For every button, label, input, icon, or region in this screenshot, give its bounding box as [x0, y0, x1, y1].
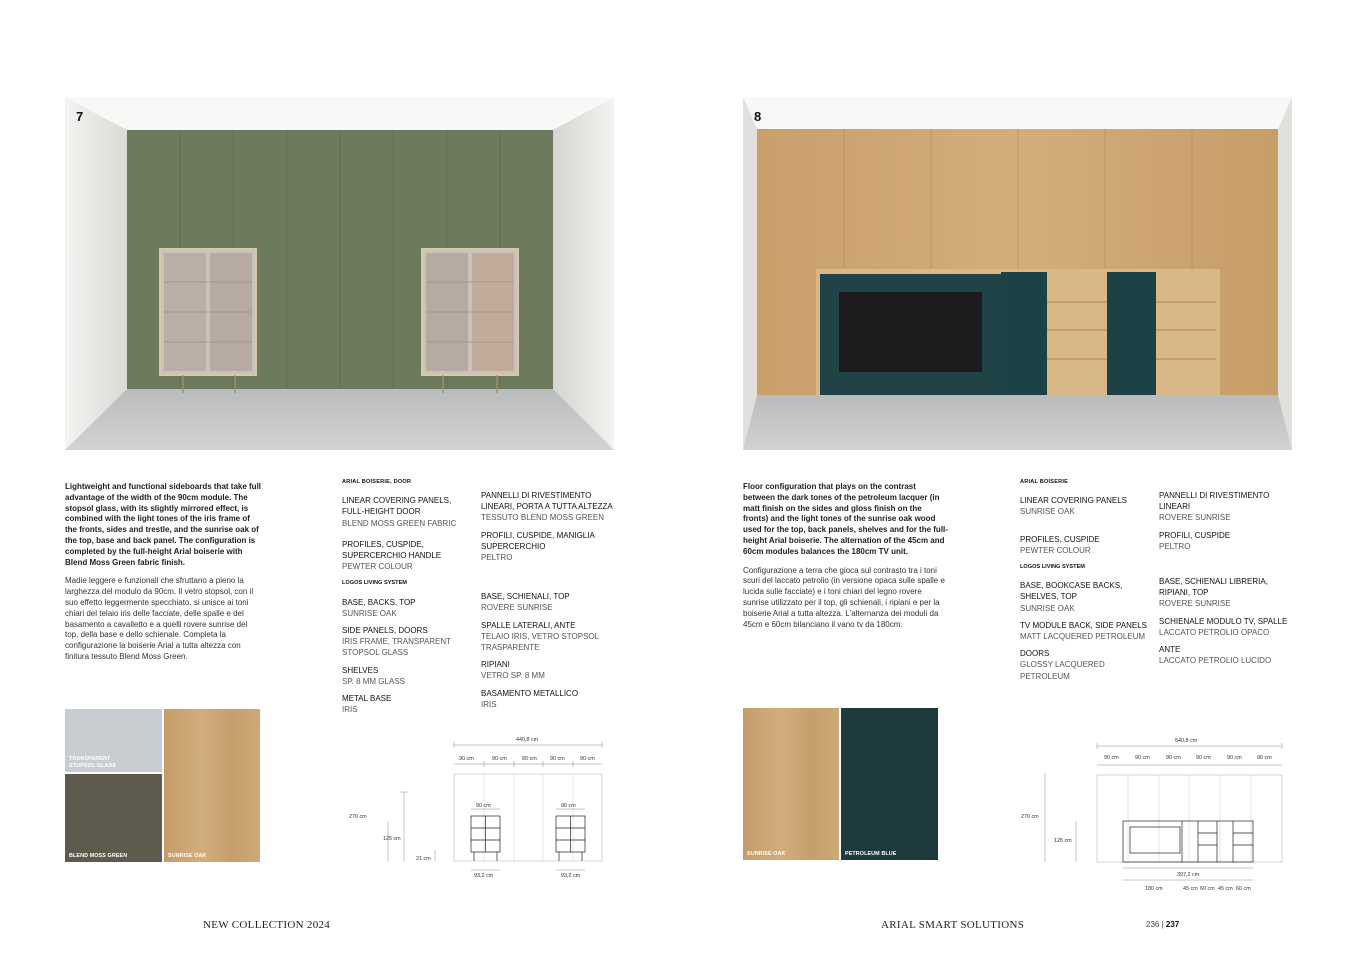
spec-item: SCHIENALE MODULO TV, SPALLE LACCATO PETROLIO OPACO	[1159, 616, 1288, 637]
sideboard-left	[160, 249, 256, 393]
dim-total-width: 540,8 cm	[1175, 738, 1198, 744]
swatch-sunrise-oak: SUNRISE OAK	[743, 708, 839, 860]
technical-drawing-left	[340, 732, 615, 882]
spec-item: SPALLE LATERALI, ANTE TELAIO IRIS, VETRO STOPSOL TRASPARENTE	[481, 620, 599, 653]
spec-item: ANTE LACCATO PETROLIO LUCIDO	[1159, 645, 1272, 666]
dim-height: 270 cm	[349, 814, 367, 820]
spec-item: PANNELLI DI RIVESTIMENTO LINEARI, PORTA A TUTTA ALTEZZA TESSUTO BLEND MOSS GREEN	[481, 491, 613, 523]
photo-7	[65, 97, 614, 450]
dim-unit-height: 125 cm	[1054, 838, 1072, 844]
spec-item: PROFILES, CUSPIDE, SUPERCERCHIO HANDLE PEWTER COLOUR	[342, 539, 442, 572]
room-render-oak-tv	[743, 97, 1292, 450]
spec-item: PANNELLI DI RIVESTIMENTO LINEARI ROVERE SUNRISE	[1159, 491, 1270, 523]
dim-sub-module: 60 cm	[1200, 886, 1215, 892]
spec-item: TV MODULE BACK, SIDE PANELS MATT LACQUERED PETROLEUM	[1020, 620, 1147, 642]
spec-item: PROFILI, CUSPIDE PELTRO	[1159, 530, 1231, 551]
sideboard-right	[422, 249, 518, 393]
description-en: Floor configuration that plays on the contrast between the dark tones of the petroleum lacquer (in matt finish on the sides and gloss finish on the fronts) and the light tones of the sunrise oak wood used for the top, back panels, shelves and for the full-height Arial boiserie. The alternation of the 45cm and 60cm modules balances the 180cm TV unit.	[743, 482, 948, 556]
dim-unit-total: 397,2 cm	[1177, 872, 1200, 878]
photo-number: 7	[76, 109, 84, 124]
photo-8	[743, 97, 1292, 450]
spec-item: SHELVES SP. 8 MM GLASS	[342, 665, 405, 686]
description-left	[65, 482, 261, 663]
dim-sub-module: 180 cm	[1145, 886, 1163, 892]
dim-module: 90 cm	[1227, 755, 1242, 761]
spec-subheading: LOGOS LIVING SYSTEM	[1020, 564, 1085, 571]
technical-drawing-right	[1015, 733, 1295, 893]
swatch-blend-moss-green: BLEND MOSS GREEN	[65, 774, 162, 862]
page-separator: |	[1161, 920, 1164, 929]
description-it: Configurazione a terra che gioca sul contrasto tra i toni scuri del laccato petrolio (in versione opaca sulle spalle e lucida sulle facciate) e i toni chiari del legno rovere sunrise utilizzato per il top, gli schienali, i ripiani e per la boiserie Arial a tutta altezza. L'alternanza dei moduli da 45cm e 60cm bilanciano il vano tv da 180cm.	[743, 565, 945, 629]
dim-module: 90 cm	[1257, 755, 1272, 761]
specs-right-en	[1020, 477, 1154, 688]
page-number-current: 237	[1165, 920, 1180, 929]
dim-module: 90 cm	[1135, 755, 1150, 761]
specs-right-it	[1159, 490, 1293, 672]
dim-module: 90 cm	[1104, 755, 1119, 761]
dim-sub-module: 60 cm	[1236, 886, 1251, 892]
dim-module: 90 cm	[580, 756, 595, 762]
specs-left-en	[342, 477, 474, 721]
specs-left-it	[481, 490, 613, 716]
dim-module: 80 cm	[522, 756, 537, 762]
spec-item: METAL BASE IRIS	[342, 694, 392, 715]
dim-depth: 93,2 cm	[561, 873, 581, 879]
spec-item: BASE, SCHIENALI LIBRERIA, RIPIANI, TOP ROVERE SUNRISE	[1159, 577, 1268, 609]
dim-module: 90 cm	[1196, 755, 1211, 761]
spec-item: SIDE PANELS, DOORS IRIS FRAME, TRANSPARENT STOPSOL GLASS	[342, 626, 451, 658]
swatch-petroleum-blue: PETROLEUM BLUE	[841, 708, 938, 860]
footer-collection: NEW COLLECTION 2024	[203, 919, 331, 931]
dim-total-width: 440,8 cm	[516, 737, 539, 743]
swatch-sunrise-oak: SUNRISE OAK	[164, 709, 260, 862]
dim-base-height: 21 cm	[416, 856, 431, 862]
spec-item: LINEAR COVERING PANELS, FULL-HEIGHT DOOR BLEND MOSS GREEN FABRIC	[342, 496, 457, 528]
description-it: Madie leggere e funzionali che sfruttano a pieno la larghezza del modulo da 90cm. Il vetro stopsol, con il suo effetto leggermente specchiato, si unisce ai toni chiari del telaio iris delle facciate, delle spalle e del basamento a cavalletto e a quelli rovere sunrise del top, della base e dello schienale. Completa la configurazione la boiserie Arial a tutta altezza con finitura tessuto Blend Moss Green.	[65, 576, 254, 661]
spec-item: BASE, BACKS, TOP SUNRISE OAK	[342, 597, 416, 618]
dim-module: 90 cm	[1166, 755, 1181, 761]
spec-item: BASE, BOOKCASE BACKS, SHELVES, TOP SUNRISE OAK	[1020, 581, 1123, 613]
spec-heading: ARIAL BOISERIE	[1020, 479, 1069, 485]
spec-item: BASAMENTO METALLICO IRIS	[481, 688, 579, 709]
spec-item: LINEAR COVERING PANELS SUNRISE OAK	[1020, 496, 1127, 517]
spec-heading: ARIAL BOISERIE, DOOR	[342, 479, 412, 485]
spec-item: BASE, SCHIENALI, TOP ROVERE SUNRISE	[481, 592, 570, 613]
page-number-prev: 236	[1146, 920, 1160, 929]
description-right	[743, 482, 949, 630]
dim-height: 270 cm	[1021, 814, 1039, 820]
dim-sub-module: 45 cm	[1183, 886, 1198, 892]
page-numbers	[1146, 920, 1179, 929]
spec-item: DOORS GLOSSY LACQUERED PETROLEUM	[1020, 649, 1105, 681]
swatch-stopsol-glass: TRANSPARENT STOPSOL GLASS	[65, 709, 162, 772]
dim-module: 90 cm	[550, 756, 565, 762]
spec-item: PROFILES, CUSPIDE PEWTER COLOUR	[1020, 534, 1100, 555]
spec-item: RIPIANI VETRO SP. 8 MM	[481, 660, 545, 681]
dim-module: 90 cm	[459, 756, 474, 762]
dim-depth: 93,2 cm	[474, 873, 494, 879]
tv-unit	[816, 269, 1220, 395]
dim-unit-width: 90 cm	[476, 803, 491, 809]
room-render-green	[65, 97, 614, 450]
description-en: Lightweight and functional sideboards that take full advantage of the width of the 90cm module. The stopsol glass, with its slightly mirrored effect, is combined with the light tones of the iris frame of the fronts, sides and trestle, and the sunrise oak of the top, base and back panel. The configuration is completed by the full-height Arial boiserie with Blend Moss Green fabric finish.	[65, 482, 262, 567]
dim-module: 90 cm	[492, 756, 507, 762]
footer-series: ARIAL SMART SOLUTIONS	[881, 919, 1025, 931]
dim-unit-width: 90 cm	[561, 803, 576, 809]
dim-sub-module: 45 cm	[1218, 886, 1233, 892]
photo-number: 8	[754, 109, 762, 124]
dim-unit-height: 125 cm	[383, 836, 401, 842]
spec-item: PROFILI, CUSPIDE, MANIGLIA SUPERCERCHIO PELTRO	[481, 530, 595, 563]
spec-subheading: LOGOS LIVING SYSTEM	[342, 580, 407, 587]
